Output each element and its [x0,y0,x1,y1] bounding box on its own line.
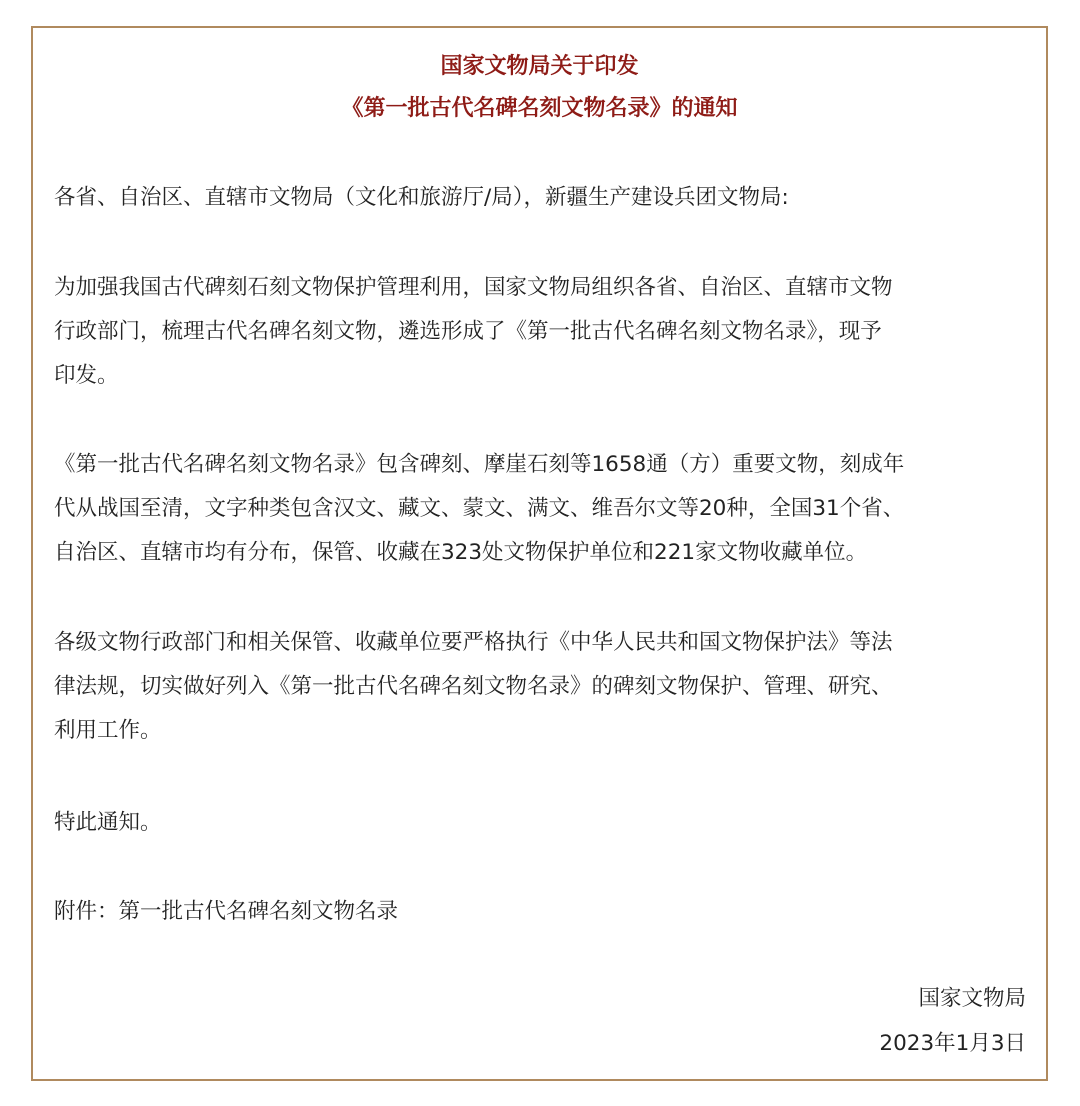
paragraph-purpose [54,266,1034,398]
notice-title-line-2: 《第一批古代名碑名刻文物名录》的通知 [341,96,738,121]
paragraph-line: 代从战国至清，文字种类包含汉文、藏文、蒙文、满文、维吾尔文等20种，全国31个省、 [54,496,905,521]
closing [54,801,1034,845]
salutation-line: 各省、自治区、直辖市文物局（文化和旅游厅/局），新疆生产建设兵团文物局: [54,185,789,210]
paragraph-line: 印发。 [54,363,119,388]
attachment [54,890,1034,934]
closing-line: 特此通知。 [54,810,162,835]
paragraph-contents [54,443,1034,575]
paragraph-line: 为加强我国古代碑刻石刻文物保护管理利用，国家文物局组织各省、自治区、直辖市文物 [54,275,893,300]
salutation [54,176,1034,220]
paragraph-line: 自治区、直辖市均有分布，保管、收藏在323处文物保护单位和221家文物收藏单位。 [54,540,868,565]
issue-date: 2023年1月3日 [879,1031,1026,1056]
paragraph-requirements [54,621,1034,753]
notice-title-line-1: 国家文物局关于印发 [440,54,639,79]
attachment-line: 附件：第一批古代名碑名刻文物名录 [54,899,399,924]
paragraph-line: 律法规，切实做好列入《第一批古代名碑名刻文物名录》的碑刻文物保护、管理、研究、 [54,674,893,699]
paragraph-line: 各级文物行政部门和相关保管、收藏单位要严格执行《中华人民共和国文物保护法》等法 [54,630,893,655]
issuer: 国家文物局 [918,986,1026,1011]
paragraph-line: 利用工作。 [54,718,162,743]
paragraph-line: 《第一批古代名碑名刻文物名录》包含碑刻、摩崖石刻等1658通（方）重要文物，刻成年 [54,452,905,477]
notice-document [31,26,1048,1081]
paragraph-line: 行政部门，梳理古代名碑名刻文物，遴选形成了《第一批古代名碑名刻文物名录》，现予 [54,319,882,344]
